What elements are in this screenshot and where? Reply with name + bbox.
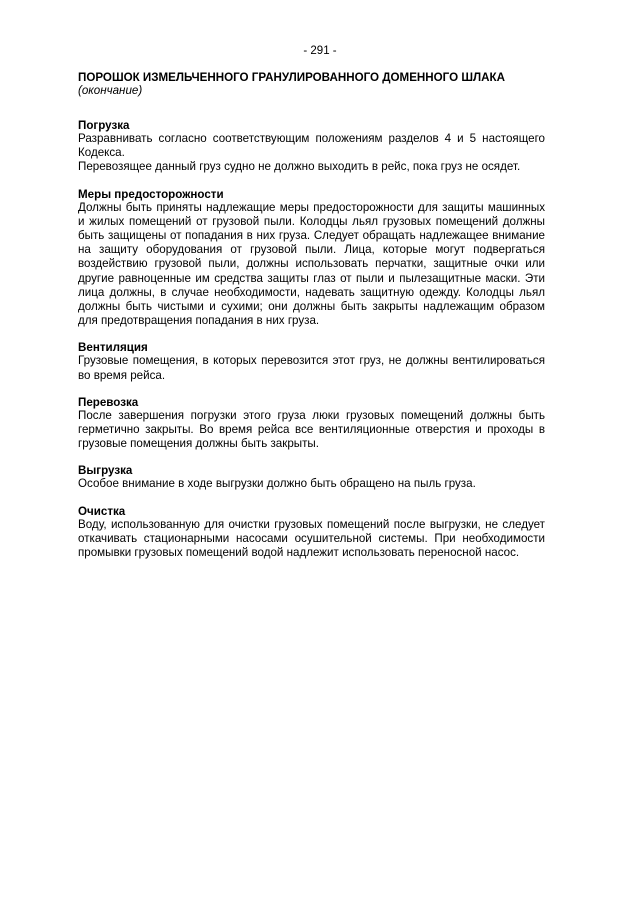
document-subtitle: (окончание)	[78, 84, 143, 97]
document-title: ПОРОШОК ИЗМЕЛЬЧЕННОГО ГРАНУЛИРОВАННОГО ДОМЕННОГО ШЛАКА	[78, 71, 505, 84]
page-number: - 291 -	[303, 45, 337, 57]
section-paragraph: Особое внимание в ходе выгрузки должно быть обращено на пыль груза.	[78, 477, 476, 491]
section-ventilation	[78, 341, 545, 382]
section-paragraph: Воду, использованную для очистки грузовых помещений после выгрузки, не следует откачивать стационарными насосами осушительной системы. При необходимости промывки грузовых помещений водой надлежит использовать переносной насос.	[78, 517, 545, 560]
section-paragraph: Перевозящее данный груз судно не должно выходить в рейс, пока груз не осядет.	[78, 160, 521, 174]
section-heading: Погрузка	[78, 119, 130, 132]
section-paragraph: Должны быть приняты надлежащие меры предосторожности для защиты машинных и жилых помещений от грузовой пыли. Колодцы льял грузовых помещений должны быть защищены от попадания в них груза. Следует обращать надлежащее внимание на защиту оборудования от грузовой пыли. Лица, которые могут подвергаться воздействию грузовой пыли, должны использовать перчатки, защитные очки или другие равноценные им средства защиты глаз от пыли и пылезащитные маски. Эти лица должны, в случае необходимости, надевать защитную одежду. Колодцы льял должны быть чистыми и сухими; они должны быть закрыты надлежащим образом для предотвращения попадания в них груза.	[78, 200, 545, 328]
section-precautions	[78, 188, 545, 329]
section-heading: Перевозка	[78, 395, 139, 409]
section-heading: Меры предосторожности	[78, 187, 224, 201]
section-paragraph: Грузовые помещения, в которых перевозится этот груз, не должны вентилироваться во время рейса.	[78, 354, 545, 382]
section-discharge	[78, 464, 545, 491]
section-cleaning	[78, 505, 545, 561]
section-carriage	[78, 396, 545, 452]
section-heading: Выгрузка	[78, 464, 133, 478]
section-paragraph: После завершения погрузки этого груза люки грузовых помещений должны быть герметично закрыты. Во время рейса все вентиляционные отверстия и проходы в грузовые помещения должны быть закрыты.	[78, 408, 545, 451]
document-body	[78, 71, 545, 573]
section-heading: Вентиляция	[78, 341, 148, 355]
section-loading	[78, 119, 545, 175]
section-heading: Очистка	[78, 504, 126, 518]
section-paragraph: Разравнивать согласно соответствующим положениям разделов 4 и 5 настоящего Кодекса.	[78, 132, 545, 160]
